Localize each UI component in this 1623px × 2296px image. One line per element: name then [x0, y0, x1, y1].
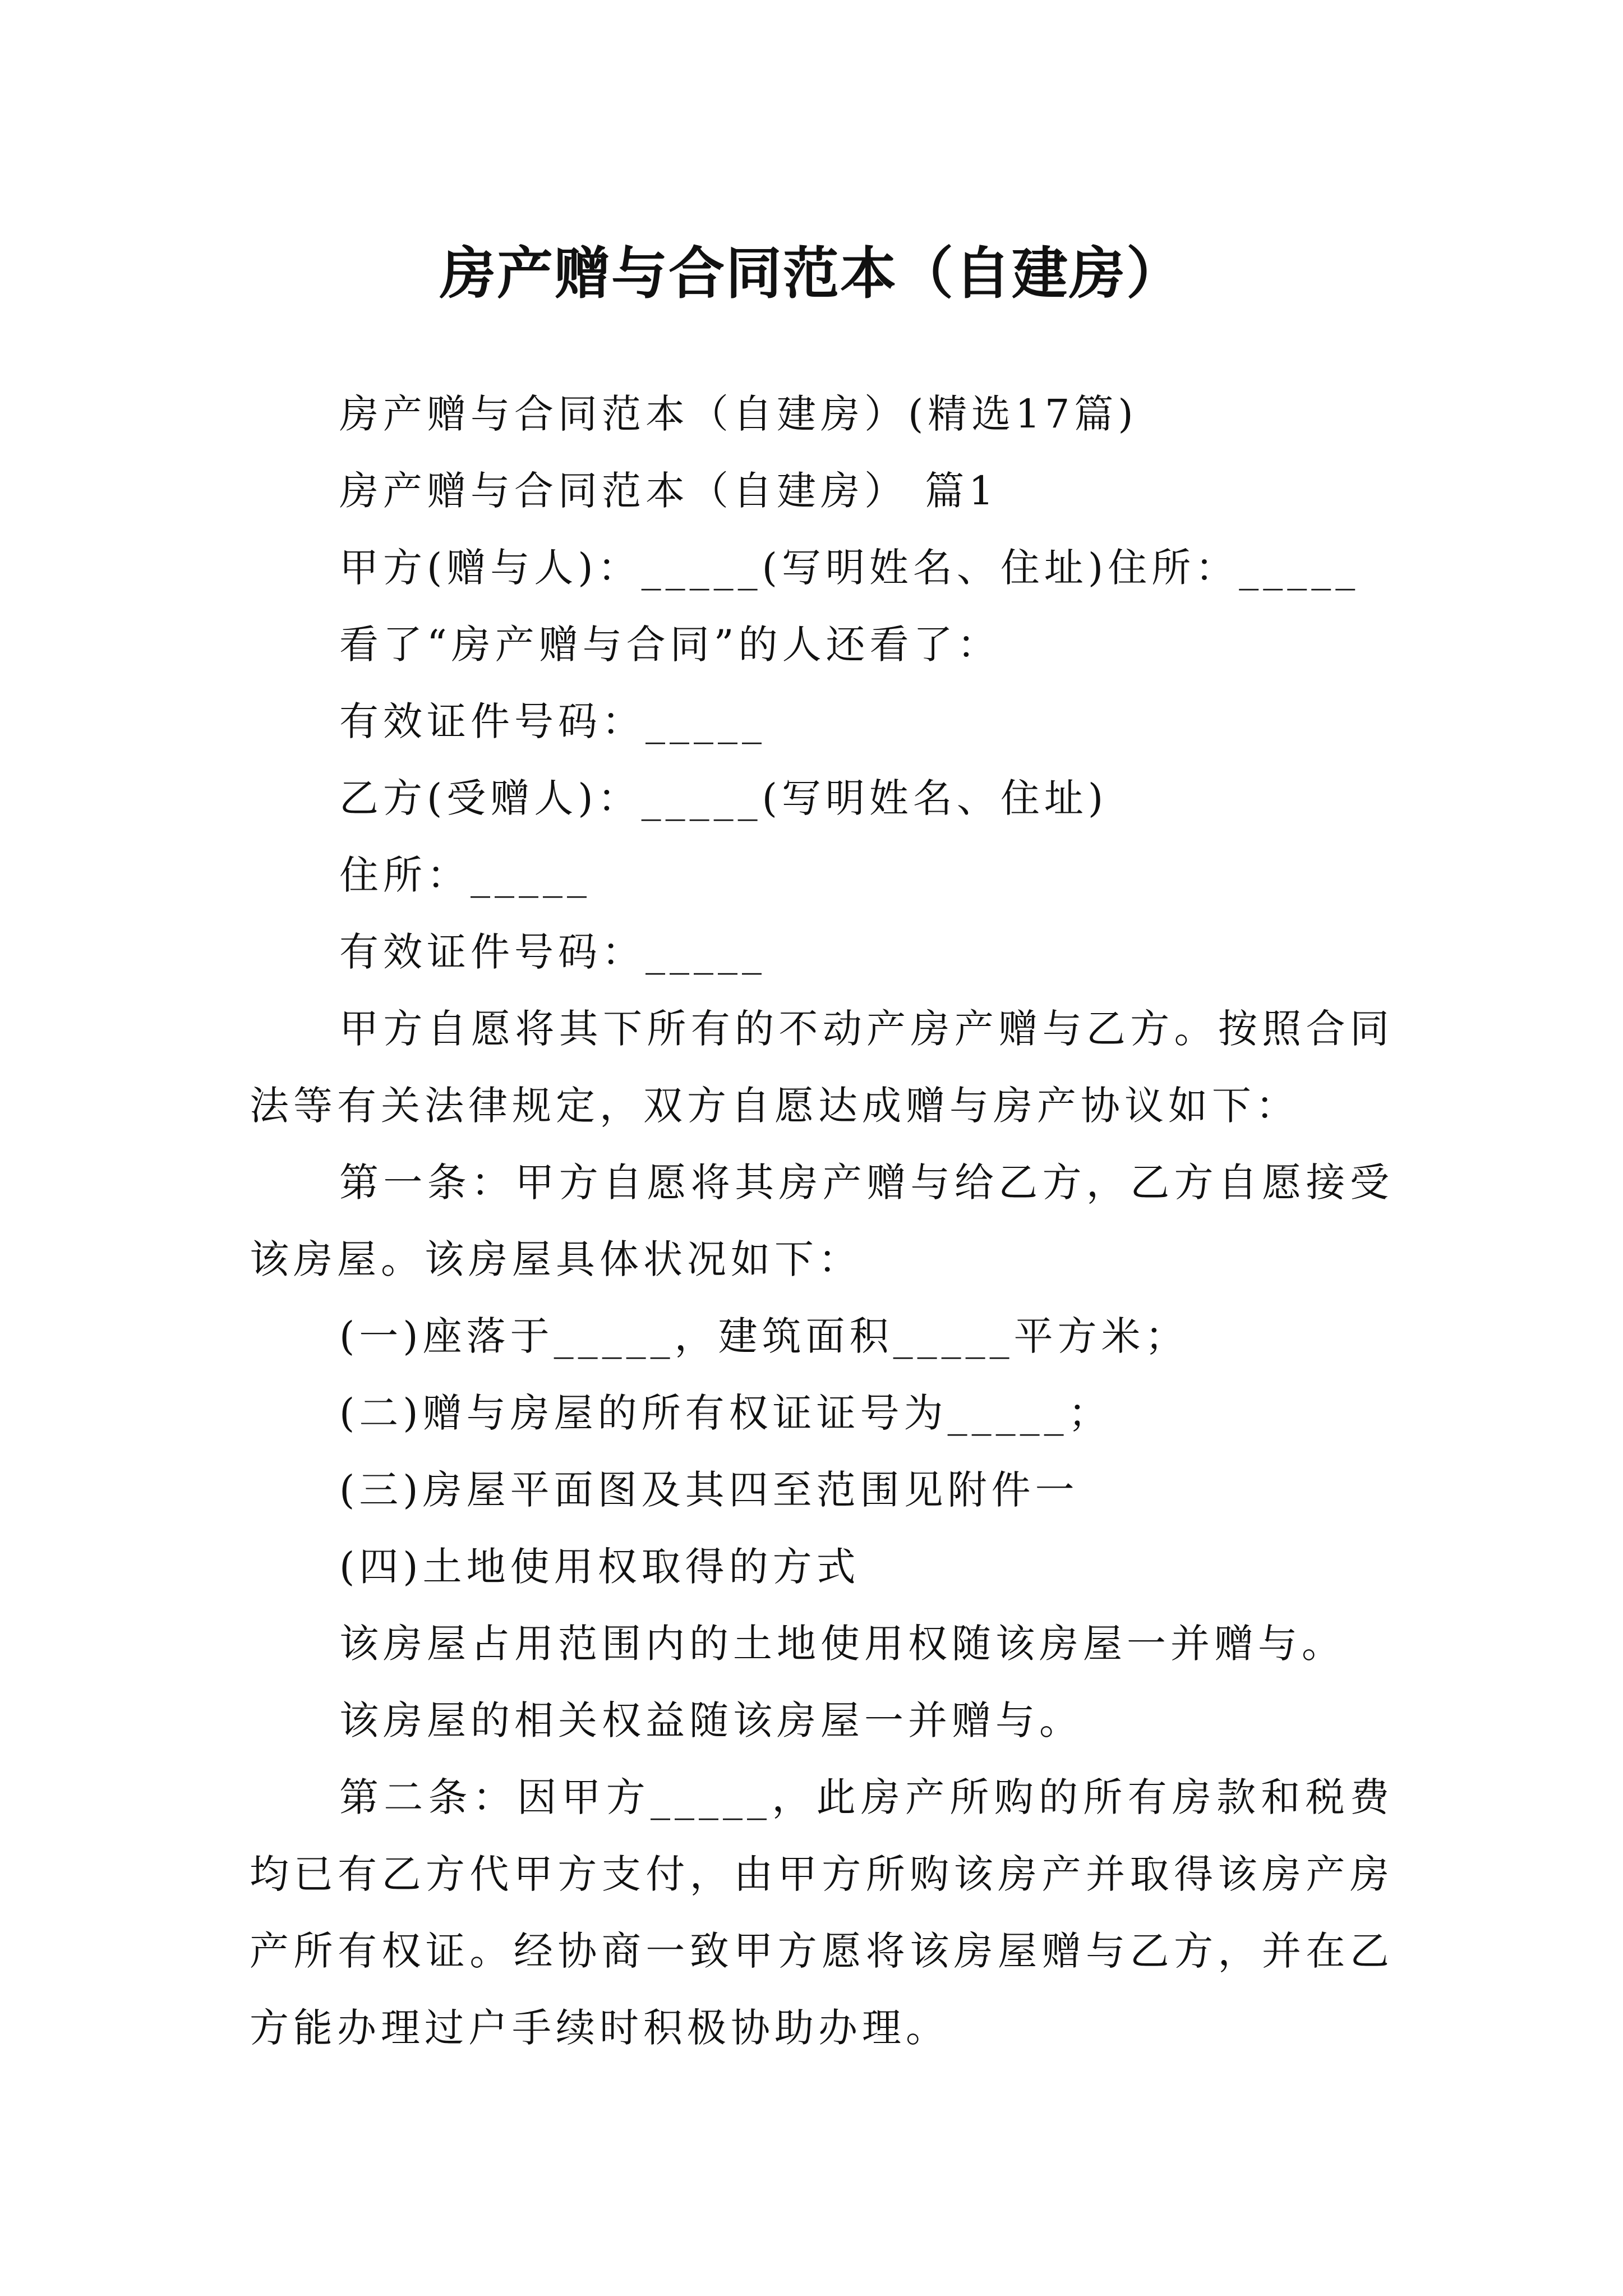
document-title: 房产赠与合同范本（自建房） [440, 240, 1183, 306]
section-heading: 房产赠与合同范本（自建房） 篇1 [339, 468, 998, 514]
preamble-paragraph: 甲方自愿将其下所有的不动产房产赠与乙方。按照合同法等有关法律规定，双方自愿达成赠与房产协议如下： [250, 1006, 1394, 1129]
party-b-line: 乙方(受赠人)：_____(写明姓名、住址) [339, 775, 1108, 821]
related-rights-line: 该房屋的相关权益随该房屋一并赠与。 [339, 1697, 1083, 1743]
document-body [250, 376, 1394, 2067]
party-a-id-line: 有效证件号码：_____ [339, 698, 766, 744]
related-reading-line: 看了“房产赠与合同”的人还看了： [339, 622, 1001, 668]
clause-3-line: (三)房屋平面图及其四至范围见附件一 [339, 1467, 1079, 1513]
land-right-line: 该房屋占用范围内的土地使用权随该房屋一并赠与。 [339, 1621, 1345, 1667]
subtitle-paragraph: 房产赠与合同范本（自建房）(精选17篇) [339, 391, 1138, 437]
clause-2-line: (二)赠与房屋的所有权证证号为_____； [339, 1390, 1112, 1436]
article-2-paragraph: 第二条：因甲方_____，此房产所购的所有房款和税费均已有乙方代甲方支付，由甲方所购该房产并取得该房产房产所有权证。经协商一致甲方愿将该房屋赠与乙方，并在乙方能办理过户手续时积极协助办理。 [250, 1774, 1394, 2051]
party-b-address-line: 住所：_____ [339, 852, 591, 898]
article-1-paragraph: 第一条：甲方自愿将其房产赠与给乙方，乙方自愿接受该房屋。该房屋具体状况如下： [250, 1159, 1394, 1282]
clause-4-line: (四)土地使用权取得的方式 [339, 1544, 860, 1590]
party-b-id-line: 有效证件号码：_____ [339, 929, 766, 975]
clause-1-line: (一)座落于_____，建筑面积_____平方米； [339, 1313, 1189, 1359]
party-a-line: 甲方(赠与人)：_____(写明姓名、住址)住所：_____ [339, 545, 1360, 591]
